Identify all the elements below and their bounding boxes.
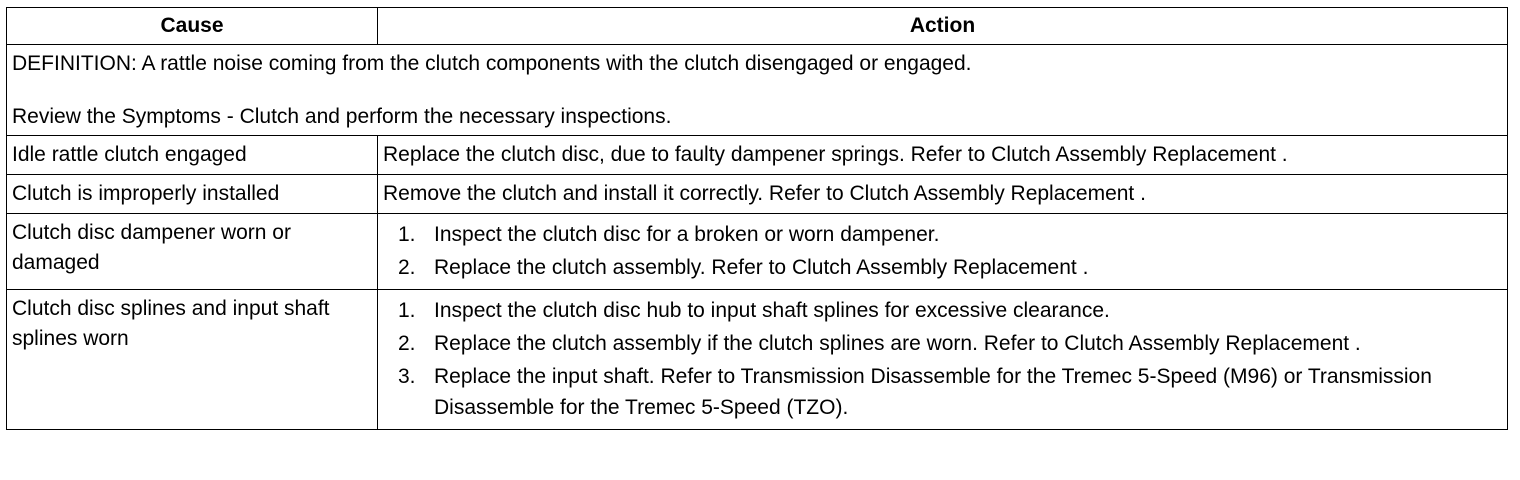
diagnostic-table — [6, 7, 1508, 430]
action-steps-list — [383, 295, 1502, 423]
cause-cell: Clutch disc splines and input shaft splines worn — [7, 290, 378, 430]
step-number: 1. — [398, 223, 416, 246]
step-text: Replace the clutch assembly if the clutch splines are worn. Refer to Clutch Assembly Replacement . — [434, 332, 1361, 355]
step-text: Inspect the clutch disc for a broken or worn dampener. — [434, 223, 940, 246]
action-column-header: Action — [378, 8, 1508, 45]
action-cell: Remove the clutch and install it correctly. Refer to Clutch Assembly Replacement . — [378, 175, 1508, 214]
action-step — [383, 361, 1502, 423]
action-step — [383, 219, 1502, 250]
header-row — [7, 8, 1508, 45]
action-cell — [378, 214, 1508, 290]
definition-row — [7, 45, 1508, 136]
action-steps-list — [383, 219, 1502, 283]
definition-note: Review the Symptoms - Clutch and perform the necessary inspections. — [12, 105, 672, 128]
table-row — [7, 214, 1508, 290]
table-row — [7, 290, 1508, 430]
step-number: 1. — [398, 299, 416, 322]
step-text: Replace the clutch assembly. Refer to Clutch Assembly Replacement . — [434, 256, 1089, 279]
step-number: 2. — [398, 332, 416, 355]
action-step — [383, 252, 1502, 283]
step-text: Inspect the clutch disc hub to input shaft splines for excessive clearance. — [434, 299, 1110, 322]
definition-text: DEFINITION: A rattle noise coming from the clutch components with the clutch disengaged or engaged. — [12, 52, 972, 75]
table-row — [7, 136, 1508, 175]
cause-cell: Clutch disc dampener worn or damaged — [7, 214, 378, 290]
action-cell: Replace the clutch disc, due to faulty dampener springs. Refer to Clutch Assembly Replacement . — [378, 136, 1508, 175]
action-step — [383, 295, 1502, 326]
cause-cell: Idle rattle clutch engaged — [7, 136, 378, 175]
step-number: 2. — [398, 256, 416, 279]
step-number: 3. — [398, 365, 416, 388]
step-text: Replace the input shaft. Refer to Transmission Disassemble for the Tremec 5-Speed (M96) or Transmission Disassemble for the Tremec 5-Speed (TZO). — [434, 365, 1432, 419]
definition-cell — [7, 45, 1508, 136]
table-row — [7, 175, 1508, 214]
action-step — [383, 328, 1502, 359]
cause-column-header: Cause — [7, 8, 378, 45]
action-cell — [378, 290, 1508, 430]
cause-cell: Clutch is improperly installed — [7, 175, 378, 214]
